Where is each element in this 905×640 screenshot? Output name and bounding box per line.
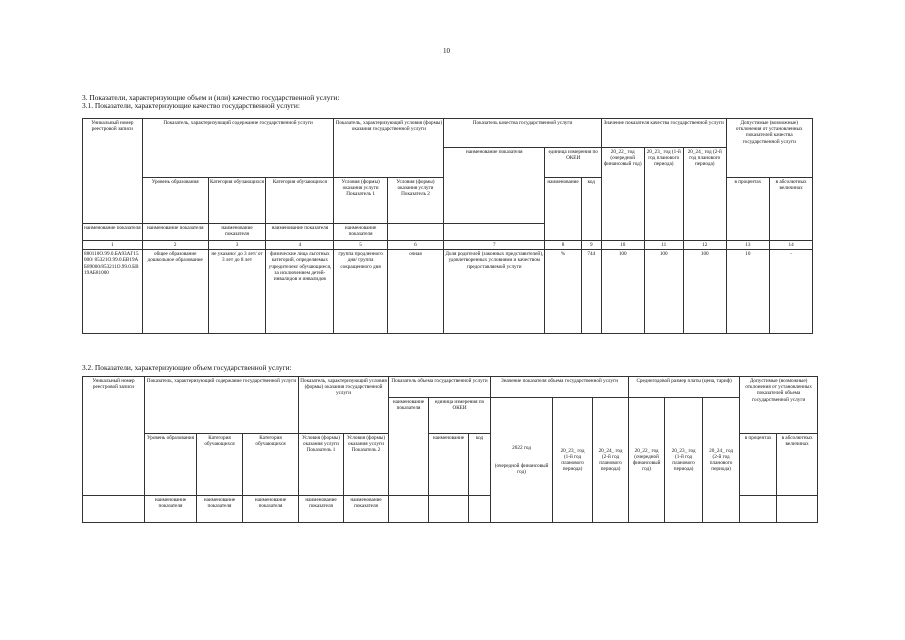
registry-code: 880110О.99.0.БА93АГ15000/ 85321О.99.0.БВ19АБ89000/853211О.99.0.БВ19АБ81000	[83, 250, 143, 334]
sub-condition-2: Условия (формы) оказания услуги Показатель 2	[387, 178, 443, 224]
price-year-2-label: 20_23_ год	[671, 447, 696, 454]
empty-cell	[387, 224, 443, 241]
col-price-year-2	[665, 398, 703, 523]
empty-cell	[389, 496, 429, 523]
col-price-header: Среднегодовой размер платы (цена, тариф)	[629, 377, 740, 398]
empty-cell	[429, 496, 469, 523]
students-category: не указано/ до 3 лет/ от 3 лет до 8 лет	[208, 250, 266, 334]
sub-unit-code: код	[581, 178, 601, 241]
col-num: 11	[644, 241, 683, 250]
col-value-year-3	[593, 398, 629, 523]
value-year-1-sub: (очередной финансовый год)	[494, 462, 549, 476]
sub-absolute: в абсолютных величинах	[777, 434, 818, 496]
empty-cell	[469, 496, 491, 523]
price-year-2-sub: (1-й год планового периода)	[672, 453, 695, 473]
page-number: 10	[443, 47, 450, 55]
sub-absolute: в абсолютных величинах	[770, 178, 813, 241]
name-label: наименование показателя	[197, 496, 243, 523]
value-year-2-sub: (1-й год планового периода)	[561, 453, 584, 473]
col-indicator-name: наименование показателя	[444, 148, 545, 224]
name-label: наименование показателя	[266, 224, 334, 241]
col-conditions-header: Показатель, характеризующий условия (формы) оказания государственной услуги	[334, 119, 444, 178]
service-condition: группа продленного дня/ группа сокращенного дня	[334, 250, 387, 334]
col-num: 5	[334, 241, 387, 250]
sub-unit-name: наименование	[429, 434, 469, 496]
col-volume-name: наименование показателя	[389, 398, 429, 496]
col-year-1: 20_22_ год (очередной финансовый год)	[601, 148, 644, 241]
col-value-year-2	[553, 398, 593, 523]
sub-condition-1: Условия (формы) оказания услуги Показатель 1	[299, 434, 344, 496]
quality-indicator: Доля родителей (законных представителей), удовлетворенных условиями и качеством предоставляемой услуги	[444, 250, 545, 334]
section-3-2-title: 3.2. Показатели, характеризующие объем государственной услуги:	[82, 363, 292, 372]
name-label: наименование показателя	[344, 496, 389, 523]
col-content-header: Показатель, характеризующий содержание государственной услуги	[145, 377, 299, 434]
col-value-year-1	[491, 398, 553, 523]
sub-category-2: Категория обучающихся	[266, 178, 334, 224]
col-price-year-3	[703, 398, 740, 523]
col-price-year-1	[629, 398, 665, 523]
sub-category-1: Категория обучающихся	[208, 178, 266, 224]
col-num: 3	[208, 241, 266, 250]
empty-cell	[83, 496, 145, 523]
col-num: 6	[387, 241, 443, 250]
sub-unit-name: наименование	[545, 178, 581, 241]
col-num: 13	[726, 241, 770, 250]
sub-percent: в процентах	[740, 434, 777, 496]
sub-unit-code: код	[469, 434, 491, 496]
name-label: наименование показателя	[145, 496, 197, 523]
value-year-1-label: 2022 год	[512, 444, 531, 451]
value-year-3-label: 20_24_ год	[598, 447, 623, 454]
education-level: общее образование дошкольное образование	[142, 250, 208, 334]
col-values-header: Значение показателя объема государственной услуги	[491, 377, 629, 398]
name-label: наименование показателя	[142, 224, 208, 241]
name-label: наименование показателя	[243, 496, 299, 523]
sub-percent: в процентах	[726, 178, 770, 241]
sub-condition-2: Условия (формы) оказания услуги Показатель 2	[344, 434, 389, 496]
col-num: 10	[601, 241, 644, 250]
sub-condition-1: Условия (формы) оказания услуги Показатель 1	[334, 178, 387, 224]
deviation-absolute: -	[770, 250, 813, 334]
students-category: физические лица льготных категорий, определяемых учредителем/ обучающиеся, за исключением детей-инвалидов и инвалидов	[266, 250, 334, 334]
sub-level: Уровень образования	[142, 178, 208, 224]
col-deviation-header: Допустимые (возможные) отклонения от установленных показателей объема государственной услуги	[740, 377, 818, 434]
sub-category-2: Категория обучающихся	[243, 434, 299, 496]
empty-cell	[740, 496, 777, 523]
deviation-percent: 10	[726, 250, 770, 334]
price-year-1-sub: (очередной финансовый год)	[632, 453, 661, 473]
empty-cell	[777, 496, 818, 523]
col-num: 9	[581, 241, 601, 250]
col-num: 4	[266, 241, 334, 250]
col-num: 12	[683, 241, 726, 250]
col-content-header: Показатель, характеризующий содержание государственной услуги	[142, 119, 334, 178]
value-year-1: 100	[601, 250, 644, 334]
value-year-2-label: 20_23_ год	[560, 447, 585, 454]
col-num: 14	[770, 241, 813, 250]
value-year-3-sub: (2-й год планового периода)	[599, 453, 622, 473]
volume-indicators-table	[82, 376, 818, 523]
section-3-1-title: 3.1. Показатели, характеризующие качество государственной услуги:	[82, 101, 300, 110]
col-unique-number: Уникальный номер реестровой записи	[83, 377, 145, 496]
col-deviation-header: Допустимые (возможные) отклонения от установленных показателей качества государственной услуги	[726, 119, 812, 178]
col-conditions-header: Показатель, характеризующий условия (формы) оказания государственной услуги	[299, 377, 389, 434]
col-volume-header: Показатель объема государственной услуги	[389, 377, 491, 398]
name-label: наименование показателя	[208, 224, 266, 241]
section-3-title: 3. Показатели, характеризующие объем и (или) качество государственной услуги:	[82, 93, 340, 102]
price-year-3-sub: (2-й год планового периода)	[709, 453, 733, 473]
col-num: 8	[545, 241, 581, 250]
unit-name: %	[545, 250, 581, 334]
col-num: 7	[444, 241, 545, 250]
price-year-1-label: 20_22_ год	[634, 447, 659, 454]
col-values-header: Значение показателя качества государственной услуги	[601, 119, 726, 148]
col-unit: единица измерения по ОКЕИ	[429, 398, 491, 434]
name-label: наименование показателя	[299, 496, 344, 523]
price-year-3-label: 20_24_ год	[709, 447, 734, 454]
col-quality-header: Показатель качества государственной услуги	[444, 119, 602, 148]
quality-indicators-table	[82, 118, 813, 334]
name-label: наименование показателя	[334, 224, 387, 241]
name-label: наименование показателя	[83, 224, 143, 241]
col-year-2: 20_23_ год (1-й год планового периода)	[644, 148, 683, 241]
service-form: очная	[387, 250, 443, 334]
unit-code: 744	[581, 250, 601, 334]
col-unique-number: Уникальный номер реестровой записи	[83, 119, 143, 224]
col-year-3: 20_24_ год (2-й год планового периода)	[683, 148, 726, 241]
col-num: 1	[83, 241, 143, 250]
sub-level: Уровень образования	[145, 434, 197, 496]
table-row	[83, 250, 813, 334]
value-year-3: 100	[683, 250, 726, 334]
col-num: 2	[142, 241, 208, 250]
col-unit: единица измерения по ОКЕИ	[545, 148, 601, 178]
sub-category-1: Категория обучающихся	[197, 434, 243, 496]
value-year-2: 100	[644, 250, 683, 334]
